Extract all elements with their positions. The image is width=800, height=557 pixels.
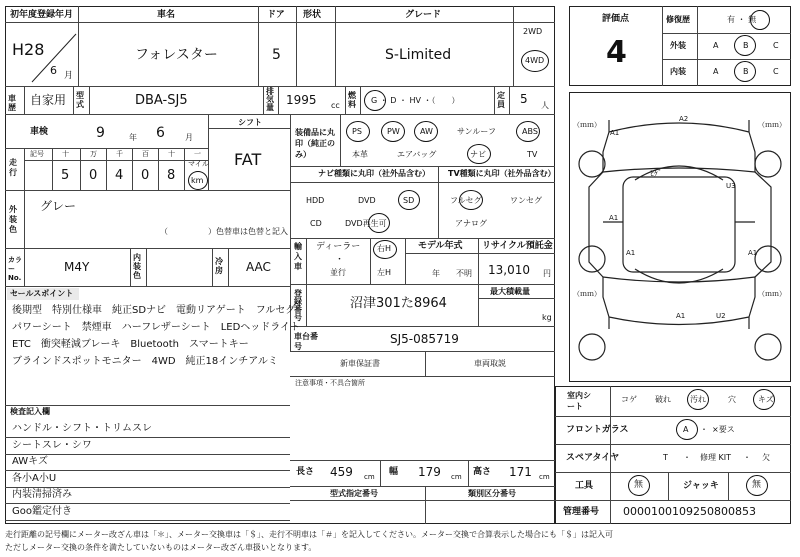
- spare-label: スペアタイヤ: [566, 453, 620, 463]
- recycle-label: リサイクル預託金: [482, 241, 553, 251]
- damage-mark: U3: [726, 182, 736, 190]
- navi-label: ナビ種類に丸印（社外品含む）: [318, 169, 430, 178]
- sales-point-line: パワーシート 禁煙車 ハーフレザーシート LEDヘッドライト: [12, 322, 300, 333]
- height-label: 高さ: [473, 467, 492, 477]
- color-no-value: M4Y: [64, 260, 90, 274]
- cap-unit: 人: [541, 101, 549, 110]
- length-value: 459: [330, 465, 353, 479]
- seat-item: 穴: [728, 395, 736, 404]
- mileage-col-label: 千: [116, 150, 123, 158]
- height-value: 171: [509, 465, 532, 479]
- exterior-grade-circle: [734, 35, 756, 56]
- equipment-item: サンルーフ: [457, 127, 496, 136]
- damage-mark: A1: [626, 249, 636, 257]
- jack-label: ジャッキ: [683, 481, 719, 491]
- tv-item: アナログ: [455, 219, 487, 228]
- door-label: ドア: [267, 10, 285, 20]
- repair-options: 有 ・ 無: [727, 15, 757, 24]
- first-reg-label: 初年度登録年月: [10, 10, 74, 20]
- interior-color-label: 内装色: [133, 253, 141, 280]
- mgmt-label: 管理番号: [563, 507, 600, 517]
- load-label: 最大積載量: [490, 287, 530, 296]
- door-count: 5: [272, 47, 281, 63]
- damage-mark: A2: [679, 115, 689, 123]
- exterior-grade: B: [743, 41, 749, 50]
- reg-era: H28: [12, 40, 45, 59]
- notes-label: 注意事項・不具合箇所: [295, 379, 365, 387]
- shape-label: 形状: [303, 10, 322, 20]
- tools-label: 工具: [575, 481, 594, 491]
- inspection-year-unit: 年: [129, 133, 137, 142]
- equipment-circle: [516, 121, 540, 142]
- mileage-col-label: 万: [90, 150, 97, 158]
- chassis-value: SJ5-085719: [390, 332, 459, 346]
- grade-value: S-Limited: [385, 47, 452, 63]
- diagram-bracket: （ｍｍ）: [758, 290, 786, 298]
- equipment-item: ナビ: [470, 150, 486, 159]
- damage-mark: U2: [716, 312, 726, 320]
- mileage-digit: 0: [141, 168, 150, 183]
- sales-points-label: セールスポイント: [10, 289, 74, 298]
- exterior-label: 外装: [670, 41, 686, 50]
- spare-item: ・: [743, 453, 751, 462]
- fuel-label: 燃料: [348, 91, 356, 109]
- plate-label: 登録番号: [294, 289, 302, 322]
- length-label: 長さ: [296, 467, 315, 477]
- seat-label: 室内シート: [567, 391, 591, 411]
- class-label: 類別区分番号: [468, 489, 516, 498]
- import-parallel: 並行: [330, 268, 346, 277]
- tools-value: 無: [634, 480, 644, 490]
- model-year-unit: 年: [432, 269, 440, 278]
- equipment-item: TV: [527, 150, 538, 159]
- spare-item: T: [663, 453, 668, 462]
- capacity: 5: [520, 92, 528, 106]
- equipment-item: PS: [352, 127, 362, 136]
- car-name: フォレスター: [135, 47, 218, 63]
- sales-point-line: ETC 衝突軽減ブレーキ Bluetooth スマートキー: [12, 339, 249, 350]
- use-label: 車歴: [8, 94, 16, 112]
- reg-month: 6: [50, 64, 57, 77]
- inspector-line: AWキズ: [12, 456, 48, 467]
- color-value: グレー: [40, 199, 77, 213]
- navi-item: SD: [403, 196, 415, 205]
- car-name-label: 車名: [157, 10, 176, 20]
- navi-item: CD: [310, 219, 322, 228]
- drive-2wd: 2WD: [523, 27, 543, 36]
- damage-mark: A1: [748, 249, 758, 257]
- new-car-warranty: 新車保証書: [340, 359, 380, 368]
- mgmt-value: 0000100109250800853: [623, 505, 756, 518]
- seat-item: キズ: [758, 395, 774, 404]
- mile-label: マイル: [188, 160, 209, 168]
- seat-dirty-circle: [687, 389, 709, 410]
- equipment-circle: [414, 121, 438, 142]
- sales-point-line: 後期型 特別仕様車 純正SDナビ 電動リアゲート フルセグ: [12, 305, 296, 316]
- damage-mark: A1: [610, 129, 620, 137]
- plate-value: 沼津301た8964: [350, 296, 447, 311]
- model-label: 型式: [76, 91, 84, 109]
- inspector-line: 各小A小U: [12, 472, 57, 484]
- equipment-circle: [346, 121, 370, 142]
- width-value: 179: [418, 465, 441, 479]
- model-year-unknown: 不明: [456, 269, 472, 278]
- diagram-bracket: （ｍｍ）: [573, 290, 601, 298]
- score-label: 評価点: [602, 14, 630, 24]
- equipment-item: 本革: [352, 150, 368, 159]
- sales-point-line: ブラインドスポットモニター 4WD 純正18インチアルミ: [12, 356, 278, 367]
- interior-grade-circle: [734, 61, 756, 82]
- equipment-item: AW: [420, 127, 433, 136]
- glass-item: ×要ス: [712, 425, 735, 434]
- mileage-digit: 8: [167, 168, 176, 183]
- disp-label: 排気量: [266, 87, 274, 112]
- exterior-grade: A: [713, 41, 719, 50]
- spare-item: 欠: [762, 453, 770, 462]
- chassis-label: 車台番号: [294, 332, 318, 351]
- car-diagram: [569, 92, 791, 382]
- navi-item: HDD: [306, 196, 325, 205]
- car-manual: 車両取説: [474, 359, 506, 368]
- mileage-col-label: 十: [62, 150, 69, 158]
- glass-a-circle: [676, 419, 698, 440]
- footer-line-2: ただしメーター交換の条件を満たしていないものはメーター改ざん車扱いとなります。: [5, 543, 317, 552]
- cc-unit: cc: [331, 101, 340, 110]
- recycle-unit: 円: [543, 269, 551, 278]
- use-value: 自家用: [30, 93, 67, 107]
- repair-label: 修復歴: [666, 15, 690, 24]
- navi-dvd-circle: [368, 213, 390, 233]
- score-value: 4: [606, 35, 627, 70]
- mileage-label: 走行: [9, 158, 17, 177]
- displacement: 1995: [286, 93, 317, 107]
- inspection-month: 6: [156, 125, 165, 141]
- navi-item: DVD再生可: [345, 219, 387, 228]
- inspection-year: 9: [96, 125, 105, 141]
- seat-item: 破れ: [655, 395, 671, 404]
- inspector-line: 内装清掃済み: [12, 489, 72, 500]
- equipment-item: ABS: [522, 127, 538, 136]
- tv-item: フルセグ: [450, 196, 482, 205]
- width-label: 幅: [389, 467, 399, 477]
- inspector-label: 検査記入欄: [10, 407, 50, 416]
- color-no-label: カラーNo.: [8, 256, 22, 282]
- tv-label: TV種類に丸印（社外品含む）: [448, 169, 556, 178]
- color-note: （ ）色替車は色替と記入: [160, 227, 288, 236]
- recycle-value: 13,010: [488, 263, 530, 277]
- glass-label: フロントガラス: [566, 425, 629, 435]
- diagram-bracket: （ｍｍ）: [758, 121, 786, 129]
- inspection-label: 車検: [30, 127, 49, 137]
- spare-item: ・: [683, 453, 691, 462]
- navi-sd-circle: [398, 190, 420, 210]
- ornate-mark: ﾋｹﾞ: [650, 169, 662, 178]
- type-spec-label: 型式指定番号: [330, 489, 378, 498]
- km-unit: km: [191, 176, 204, 185]
- equipment-circle: [381, 121, 405, 142]
- navi-item: DVD: [358, 196, 376, 205]
- shift-label: シフト: [238, 118, 262, 127]
- navi-equip-circle: [467, 144, 491, 164]
- seat-item: コゲ: [621, 395, 637, 404]
- ac-value: AAC: [246, 260, 271, 274]
- cap-label: 定員: [497, 91, 505, 109]
- seat-item: 汚れ: [690, 395, 706, 404]
- import-left: 左H: [377, 268, 392, 277]
- mileage-digit: 4: [115, 168, 124, 183]
- tv-fullseg-circle: [459, 190, 483, 210]
- damage-mark: A1: [676, 312, 686, 320]
- diagram-bracket: （ｍｍ）: [573, 121, 601, 129]
- tv-item: ワンセグ: [510, 196, 542, 205]
- interior-grade: B: [743, 67, 749, 76]
- model-value: DBA-SJ5: [135, 93, 188, 108]
- length-unit: cm: [364, 473, 375, 481]
- glass-item: ・: [700, 425, 708, 434]
- mileage-digit: 5: [61, 168, 70, 183]
- inspector-line: Goo鑑定付き: [12, 505, 72, 517]
- equipment-item: エアバッグ: [397, 150, 437, 159]
- glass-item: A: [683, 425, 689, 434]
- import-right: 右H: [377, 244, 392, 253]
- import-label: 輸入車: [294, 242, 302, 271]
- color-label: 外装色: [9, 205, 17, 234]
- inspector-line: ハンドル・シフト・トリムスレ: [12, 423, 152, 434]
- damage-mark: A1: [609, 214, 619, 222]
- jack-value: 無: [752, 480, 762, 490]
- equipment-item: PW: [387, 127, 400, 136]
- reg-month-unit: 月: [64, 71, 74, 81]
- interior-grade: A: [713, 67, 719, 76]
- mileage-col-label: 十: [168, 150, 175, 158]
- interior-grade: C: [773, 67, 779, 76]
- ac-label: 冷房: [215, 257, 223, 275]
- load-unit: kg: [542, 313, 552, 322]
- mileage-col-label: 百: [142, 150, 149, 158]
- fuel-options: G ・ D ・ HV ・（ ）: [371, 96, 460, 105]
- seat-scratch-circle: [753, 389, 775, 410]
- drive-4wd: 4WD: [525, 56, 545, 65]
- equipment-label: 装備品に丸印（純正のみ）: [295, 128, 335, 159]
- mileage-col-label: 一: [194, 150, 201, 158]
- inspection-month-unit: 月: [185, 133, 193, 142]
- exterior-grade: C: [773, 41, 779, 50]
- grade-label: グレード: [405, 10, 442, 20]
- repair-none-circle: [750, 10, 770, 30]
- shift-value: FAT: [234, 150, 262, 169]
- mileage-col-label: 記号: [30, 150, 44, 158]
- model-year-label: モデル年式: [418, 241, 463, 251]
- spare-item: 修理 KIT: [700, 453, 732, 462]
- import-dealer: ディーラー: [316, 242, 361, 252]
- interior-label: 内装: [670, 67, 686, 76]
- height-unit: cm: [539, 473, 550, 481]
- mileage-digit: 0: [89, 168, 98, 183]
- inspector-line: シートスレ・シワ: [12, 439, 92, 451]
- width-unit: cm: [451, 473, 462, 481]
- import-dot: ・: [335, 255, 345, 265]
- footer-line-1: 走行距離の記号欄にメーター改ざん車は「＊」、メーター交換車は「＄」、走行不明車は「＃」を記入してください。メーター交換で合算表示した場合にも「＄」は記入可: [5, 530, 613, 539]
